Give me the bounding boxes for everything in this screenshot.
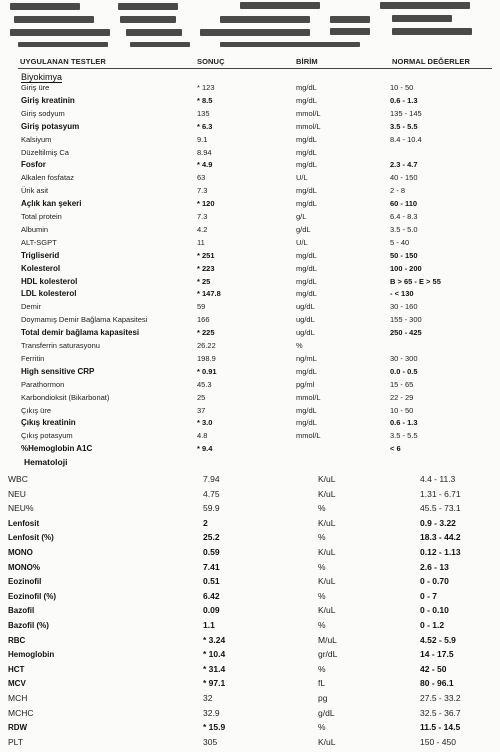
table-row xyxy=(0,379,500,392)
table-row xyxy=(0,340,500,353)
result-value: 0.09 xyxy=(203,605,220,616)
table-row xyxy=(0,327,500,340)
unit-value: mmol/L xyxy=(296,121,321,131)
unit-column-header: BİRİM xyxy=(296,57,318,66)
test-name: Kolesterol xyxy=(21,263,61,273)
table-row xyxy=(0,147,500,160)
unit-value: gr/dL xyxy=(318,649,338,660)
unit-value: g/dL xyxy=(296,224,311,234)
test-name: Giriş sodyum xyxy=(21,108,65,118)
result-value: 7.3 xyxy=(197,186,208,196)
table-row xyxy=(0,95,500,108)
result-value: 9.1 xyxy=(197,134,208,144)
normal-range: 0.0 - 0.5 xyxy=(390,366,418,376)
normal-values-column-header: NORMAL DEĞERLER xyxy=(392,57,471,66)
normal-range: 2.3 - 4.7 xyxy=(390,160,418,170)
test-name: MCHC xyxy=(8,707,34,718)
normal-range: 14 - 17.5 xyxy=(420,649,454,660)
normal-range: 18.3 - 44.2 xyxy=(420,532,461,543)
result-value: 8.94 xyxy=(197,147,212,157)
test-name: MCV xyxy=(8,679,26,689)
test-name: Eozinofil (%) xyxy=(8,591,56,601)
unit-value: ng/mL xyxy=(296,353,317,363)
test-name: Bazofil xyxy=(8,606,35,616)
normal-range: 11.5 - 14.5 xyxy=(420,722,461,733)
test-name: Ferritin xyxy=(21,353,45,363)
test-name: Total protein xyxy=(21,212,62,221)
test-name: Çıkış kreatinin xyxy=(21,418,76,428)
table-row xyxy=(0,276,500,289)
unit-value: K/uL xyxy=(318,576,336,587)
test-name: Çıkış potasyum xyxy=(21,431,73,441)
normal-range: 0.6 - 1.3 xyxy=(390,418,418,428)
result-value: 4.75 xyxy=(203,488,220,499)
unit-value: fL xyxy=(318,678,326,689)
unit-value: mmol/L xyxy=(296,431,321,441)
normal-range: 40 - 150 xyxy=(390,173,418,183)
result-value: * 25 xyxy=(197,276,211,286)
result-value: * 120 xyxy=(197,199,215,209)
unit-value: K/uL xyxy=(318,488,336,499)
result-value: * 8.5 xyxy=(197,95,213,105)
test-name: RBC xyxy=(8,635,26,645)
test-name: Düzeltilmiş Ca xyxy=(21,147,69,157)
table-row xyxy=(0,121,500,134)
result-value: 2 xyxy=(203,517,208,528)
unit-value: M/uL xyxy=(318,634,337,645)
result-value: 7.94 xyxy=(203,474,220,484)
normal-range: 8.4 - 10.4 xyxy=(390,134,422,144)
table-row xyxy=(0,82,500,95)
unit-value: mg/dL xyxy=(296,263,317,273)
test-name: Giriş üre xyxy=(21,83,50,92)
table-row xyxy=(0,172,500,185)
unit-value: mg/dL xyxy=(296,95,317,105)
result-value: * 3.0 xyxy=(197,418,213,428)
test-name: Doymamış Demir Bağlama Kapasitesi xyxy=(21,315,148,325)
normal-range: 80 - 96.1 xyxy=(420,678,454,689)
unit-value: % xyxy=(296,341,303,350)
normal-range: 15 - 65 xyxy=(390,379,414,389)
unit-value: % xyxy=(318,590,326,601)
unit-value: mg/dL xyxy=(296,83,317,92)
result-value: * 97.1 xyxy=(203,678,226,689)
normal-range: 5 - 40 xyxy=(390,237,410,247)
result-value: 4.8 xyxy=(197,431,208,441)
normal-range: 250 - 425 xyxy=(390,328,422,338)
unit-value: K/uL xyxy=(318,736,336,747)
table-row xyxy=(0,185,500,198)
test-name: LDL kolesterol xyxy=(21,289,77,299)
test-name: Ürik asit xyxy=(21,186,49,196)
unit-value: pg xyxy=(318,693,328,703)
test-name: Giriş potasyum xyxy=(21,121,80,131)
normal-range: 0.9 - 3.22 xyxy=(420,517,456,528)
table-row xyxy=(0,159,500,172)
result-value: 32 xyxy=(203,693,213,703)
unit-value: mg/dL xyxy=(296,276,317,286)
test-name: RDW xyxy=(8,723,28,733)
result-value: 305 xyxy=(203,736,218,747)
result-value: * 0.91 xyxy=(197,366,217,376)
unit-value: mg/dL xyxy=(296,405,317,415)
table-row xyxy=(0,314,500,327)
normal-range: 10 - 50 xyxy=(390,405,414,415)
table-row xyxy=(0,288,500,301)
redacted-patient-header xyxy=(0,0,500,52)
result-value: 59.9 xyxy=(203,503,220,514)
unit-value: K/uL xyxy=(318,474,336,484)
normal-range: < 6 xyxy=(390,444,401,454)
normal-range: 0 - 0.70 xyxy=(420,576,449,587)
normal-range: 3.5 - 5.0 xyxy=(390,224,418,234)
test-name: Lenfosit (%) xyxy=(8,533,54,543)
result-value: 166 xyxy=(197,315,210,325)
test-name: NEU xyxy=(8,488,26,499)
table-row xyxy=(0,250,500,263)
result-column-header: SONUÇ xyxy=(197,57,225,66)
normal-range: 155 - 300 xyxy=(390,315,422,325)
test-name: Total demir bağlama kapasitesi xyxy=(21,328,140,338)
normal-range: 3.5 - 5.5 xyxy=(390,121,418,131)
result-value: * 15.9 xyxy=(203,722,226,733)
test-name: Giriş kreatinin xyxy=(21,95,75,105)
unit-value: ug/dL xyxy=(296,315,315,325)
test-name: Açlık kan şekeri xyxy=(21,199,82,209)
normal-range: 50 - 150 xyxy=(390,250,418,260)
unit-value: K/uL xyxy=(318,547,336,557)
table-row xyxy=(0,735,500,752)
result-value: * 31.4 xyxy=(203,663,226,674)
normal-range: 0.6 - 1.3 xyxy=(390,95,418,105)
result-value: * 251 xyxy=(197,250,215,260)
unit-value: mg/dL xyxy=(296,160,317,170)
test-name: Kalsiyum xyxy=(21,134,52,144)
test-name: NEU% xyxy=(8,503,34,514)
test-name: Karbondioksit (Bikarbonat) xyxy=(21,392,110,402)
result-value: 7.41 xyxy=(203,561,220,572)
unit-value: mg/dL xyxy=(296,134,317,144)
normal-range: 4.4 - 11.3 xyxy=(420,474,456,484)
normal-range: 135 - 145 xyxy=(390,108,422,118)
unit-value: U/L xyxy=(296,173,308,183)
table-row xyxy=(0,301,500,314)
normal-range: 6.4 - 8.3 xyxy=(390,212,418,221)
header-divider xyxy=(18,68,492,69)
result-value: 11 xyxy=(197,237,205,247)
test-column-header: UYGULANAN TESTLER xyxy=(20,57,106,66)
normal-range: 27.5 - 33.2 xyxy=(420,693,461,703)
normal-range: 22 - 29 xyxy=(390,392,414,402)
table-row xyxy=(0,366,500,379)
unit-value: mg/dL xyxy=(296,147,317,157)
result-value: 25.2 xyxy=(203,532,220,543)
unit-value: mg/dL xyxy=(296,186,317,196)
unit-value: % xyxy=(318,561,326,572)
hematology-section-title: Hematoloji xyxy=(24,457,68,467)
table-row xyxy=(0,211,500,224)
unit-value: mmol/L xyxy=(296,392,321,402)
result-value: * 6.3 xyxy=(197,121,213,131)
test-name: MCH xyxy=(8,693,28,703)
unit-value: mg/dL xyxy=(296,418,317,428)
unit-value: % xyxy=(318,722,326,733)
result-value: * 225 xyxy=(197,328,215,338)
unit-value: % xyxy=(318,620,326,630)
normal-range: 0 - 0.10 xyxy=(420,605,449,616)
test-name: Transferrin saturasyonu xyxy=(21,341,100,350)
normal-range: 100 - 200 xyxy=(390,263,422,273)
result-value: * 4.9 xyxy=(197,160,213,170)
unit-value: % xyxy=(318,532,326,543)
result-value: 6.42 xyxy=(203,590,220,601)
result-value: 198.9 xyxy=(197,353,216,363)
normal-range: 42 - 50 xyxy=(420,663,447,674)
test-name: Çıkış üre xyxy=(21,405,52,415)
test-name: WBC xyxy=(8,474,28,484)
result-value: 135 xyxy=(197,108,210,118)
normal-range: 2 - 8 xyxy=(390,186,406,196)
result-value: 26.22 xyxy=(197,341,216,350)
table-row xyxy=(0,198,500,211)
unit-value: mg/dL xyxy=(296,289,317,299)
normal-range: 10 - 50 xyxy=(390,83,414,92)
test-name: Lenfosit xyxy=(8,518,40,528)
result-value: 7.3 xyxy=(197,212,208,221)
result-value: * 9.4 xyxy=(197,444,213,454)
table-row xyxy=(0,134,500,147)
table-row xyxy=(0,443,500,456)
normal-range: 1.31 - 6.71 xyxy=(420,488,461,499)
unit-value: mg/dL xyxy=(296,366,317,376)
test-name: Trigliserid xyxy=(21,250,60,260)
unit-value: U/L xyxy=(296,237,308,247)
biochemistry-section-title: Biyokimya xyxy=(21,72,63,82)
table-row xyxy=(0,237,500,250)
normal-range: 0 - 1.2 xyxy=(420,620,445,630)
result-value: * 147.8 xyxy=(197,289,221,299)
normal-range: 0.12 - 1.13 xyxy=(420,547,461,557)
table-row xyxy=(0,392,500,405)
result-value: * 10.4 xyxy=(203,649,226,660)
result-value: 25 xyxy=(197,392,206,402)
test-name: MONO% xyxy=(8,562,40,572)
result-value: * 123 xyxy=(197,83,215,92)
normal-range: 60 - 110 xyxy=(390,199,418,209)
result-value: 4.2 xyxy=(197,224,208,234)
test-name: ALT-SGPT xyxy=(21,237,57,247)
test-name: Bazofil (%) xyxy=(8,621,49,630)
test-name: High sensitive CRP xyxy=(21,366,95,376)
unit-value: pg/ml xyxy=(296,379,315,389)
test-name: MONO xyxy=(8,548,33,557)
test-name: Hemoglobin xyxy=(8,650,55,660)
normal-range: - < 130 xyxy=(390,289,414,299)
normal-range: 30 - 300 xyxy=(390,353,418,363)
normal-range: 30 - 160 xyxy=(390,302,418,312)
test-name: HDL kolesterol xyxy=(21,276,78,286)
unit-value: g/dL xyxy=(318,707,335,718)
normal-range: 32.5 - 36.7 xyxy=(420,707,461,718)
result-value: 63 xyxy=(197,173,206,183)
table-row xyxy=(0,224,500,237)
normal-range: 2.6 - 13 xyxy=(420,561,449,572)
table-row xyxy=(0,417,500,430)
test-name: Albumin xyxy=(21,224,49,234)
normal-range: 0 - 7 xyxy=(420,590,438,601)
table-row xyxy=(0,353,500,366)
test-name: PLT xyxy=(8,736,23,747)
test-name: Fosfor xyxy=(21,160,46,170)
test-name: Demir xyxy=(21,302,41,312)
unit-value: K/uL xyxy=(318,517,336,528)
result-value: 59 xyxy=(197,302,206,312)
test-name: Alkalen fosfataz xyxy=(21,173,74,183)
unit-value: ug/dL xyxy=(296,328,315,338)
normal-range: 4.52 - 5.9 xyxy=(420,634,456,645)
unit-value: % xyxy=(318,663,326,674)
test-name: Eozinofil xyxy=(8,577,42,587)
unit-value: % xyxy=(318,503,326,514)
test-name: %Hemoglobin A1C xyxy=(21,444,93,454)
result-value: 0.51 xyxy=(203,576,220,587)
test-name: HCT xyxy=(8,664,25,674)
unit-value: ug/dL xyxy=(296,302,315,312)
table-row xyxy=(0,263,500,276)
normal-range: 150 - 450 xyxy=(420,736,456,747)
result-value: 0.59 xyxy=(203,547,220,557)
table-row xyxy=(0,405,500,418)
unit-value: mg/dL xyxy=(296,250,317,260)
unit-value: K/uL xyxy=(318,605,336,616)
unit-value: mmol/L xyxy=(296,108,321,118)
result-value: * 223 xyxy=(197,263,215,273)
result-value: 1.1 xyxy=(203,620,215,630)
normal-range: 45.5 - 73.1 xyxy=(420,503,461,514)
table-row xyxy=(0,108,500,121)
result-value: * 3.24 xyxy=(203,634,226,645)
normal-range: 3.5 - 5.5 xyxy=(390,431,418,441)
unit-value: g/L xyxy=(296,212,307,221)
normal-range: B > 65 - E > 55 xyxy=(390,276,441,286)
result-value: 45.3 xyxy=(197,379,212,389)
result-value: 37 xyxy=(197,405,206,415)
table-row xyxy=(0,430,500,443)
test-name: Parathormon xyxy=(21,379,65,389)
result-value: 32.9 xyxy=(203,707,220,718)
unit-value: mg/dL xyxy=(296,199,317,209)
